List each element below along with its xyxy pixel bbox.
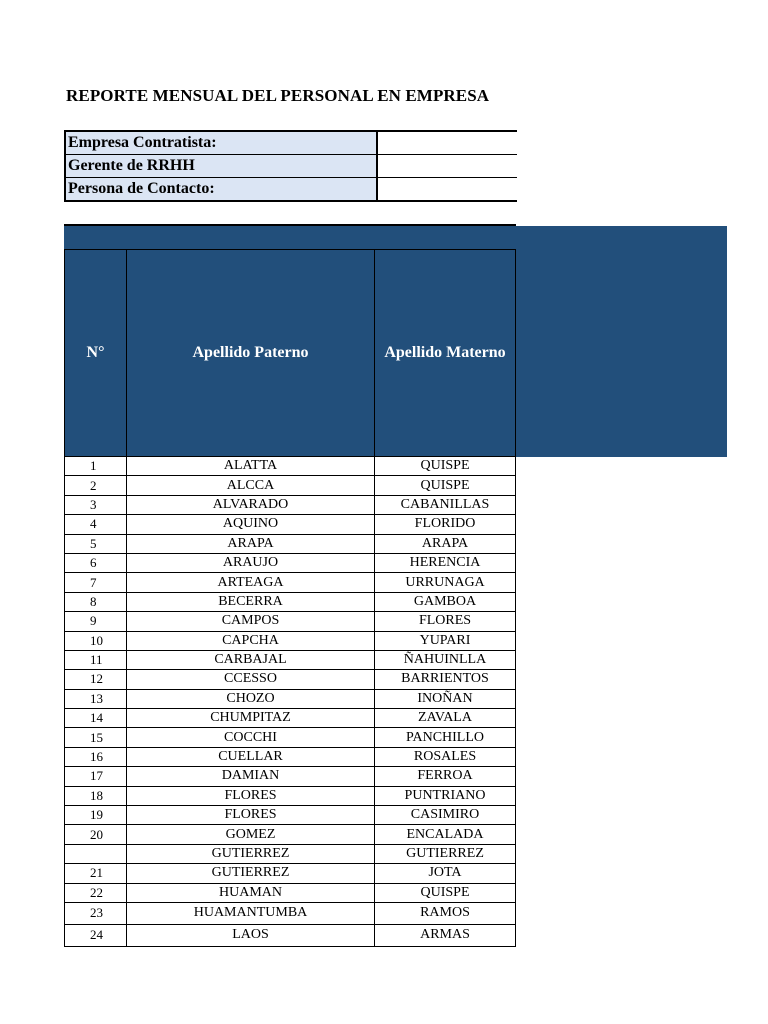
apellido-paterno-cell[interactable]: ALCCA: [127, 476, 375, 495]
row-number-cell[interactable]: [65, 844, 127, 863]
apellido-materno-cell[interactable]: CABANILLAS: [375, 495, 516, 514]
apellido-materno-cell[interactable]: PANCHILLO: [375, 728, 516, 747]
apellido-paterno-cell[interactable]: BECERRA: [127, 592, 375, 611]
row-number-cell[interactable]: 20: [65, 825, 127, 844]
table-row: [65, 631, 516, 650]
report-title: REPORTE MENSUAL DEL PERSONAL EN EMPRESA: [66, 86, 490, 105]
table-row: [65, 709, 516, 728]
apellido-materno-cell[interactable]: JOTA: [375, 864, 516, 883]
table-row: [65, 573, 516, 592]
row-number-cell[interactable]: 12: [65, 670, 127, 689]
table-row: [65, 592, 516, 611]
gerente-label: Gerente de RRHH: [65, 155, 377, 178]
row-number-cell[interactable]: 1: [65, 457, 127, 476]
apellido-paterno-cell[interactable]: GUTIERREZ: [127, 844, 375, 863]
row-number-cell[interactable]: 2: [65, 476, 127, 495]
table-row: [65, 825, 516, 844]
apellido-paterno-cell[interactable]: CHOZO: [127, 689, 375, 708]
row-number-cell[interactable]: 10: [65, 631, 127, 650]
table-row: [65, 476, 516, 495]
apellido-paterno-cell[interactable]: ARTEAGA: [127, 573, 375, 592]
apellido-materno-cell[interactable]: GAMBOA: [375, 592, 516, 611]
personnel-table: [64, 249, 516, 947]
apellido-paterno-cell[interactable]: CCESSO: [127, 670, 375, 689]
table-row: [65, 457, 516, 476]
apellido-paterno-cell[interactable]: FLORES: [127, 806, 375, 825]
empresa-label: Empresa Contratista:: [65, 131, 377, 155]
row-number-cell[interactable]: 21: [65, 864, 127, 883]
row-number-cell[interactable]: 5: [65, 534, 127, 553]
table-row: [65, 864, 516, 883]
table-row: [65, 786, 516, 805]
apellido-paterno-cell[interactable]: DAMIAN: [127, 767, 375, 786]
apellido-paterno-cell[interactable]: AQUINO: [127, 515, 375, 534]
table-row: [65, 767, 516, 786]
apellido-paterno-cell[interactable]: GUTIERREZ: [127, 864, 375, 883]
row-number-cell[interactable]: 16: [65, 747, 127, 766]
table-row: [65, 844, 516, 863]
apellido-materno-cell[interactable]: INOÑAN: [375, 689, 516, 708]
table-row: [65, 747, 516, 766]
contacto-value-cell[interactable]: [377, 178, 517, 202]
table-row: [65, 806, 516, 825]
company-info-table: [64, 130, 517, 202]
row-number-cell[interactable]: 24: [65, 924, 127, 946]
row-number-cell[interactable]: 18: [65, 786, 127, 805]
apellido-materno-cell[interactable]: PUNTRIANO: [375, 786, 516, 805]
table-row: [65, 670, 516, 689]
apellido-materno-cell[interactable]: QUISPE: [375, 457, 516, 476]
apellido-paterno-cell[interactable]: CARBAJAL: [127, 650, 375, 669]
empresa-row: [65, 131, 517, 155]
apellido-materno-cell[interactable]: ROSALES: [375, 747, 516, 766]
apellido-paterno-cell[interactable]: HUAMANTUMBA: [127, 902, 375, 924]
apellido-paterno-cell[interactable]: CAPCHA: [127, 631, 375, 650]
row-number-cell[interactable]: 8: [65, 592, 127, 611]
table-row: [65, 924, 516, 946]
apellido-materno-cell[interactable]: GUTIERREZ: [375, 844, 516, 863]
apellido-materno-cell[interactable]: ARAPA: [375, 534, 516, 553]
table-row: [65, 534, 516, 553]
table-row: [65, 515, 516, 534]
row-number-cell[interactable]: 11: [65, 650, 127, 669]
apellido-materno-cell[interactable]: BARRIENTOS: [375, 670, 516, 689]
row-number-cell[interactable]: 15: [65, 728, 127, 747]
apellido-paterno-cell[interactable]: FLORES: [127, 786, 375, 805]
apellido-materno-cell[interactable]: RAMOS: [375, 902, 516, 924]
apellido-materno-cell[interactable]: FLORIDO: [375, 515, 516, 534]
row-number-cell[interactable]: 3: [65, 495, 127, 514]
table-row: [65, 883, 516, 902]
table-row: [65, 689, 516, 708]
row-number-cell[interactable]: 23: [65, 902, 127, 924]
contacto-row: [65, 178, 517, 202]
apellido-paterno-cell[interactable]: ALVARADO: [127, 495, 375, 514]
apellido-paterno-cell[interactable]: GOMEZ: [127, 825, 375, 844]
apellido-paterno-cell[interactable]: COCCHI: [127, 728, 375, 747]
header-row: [65, 250, 516, 457]
apellido-materno-cell[interactable]: HERENCIA: [375, 553, 516, 572]
apellido-materno-cell[interactable]: ENCALADA: [375, 825, 516, 844]
apellido-materno-cell[interactable]: ARMAS: [375, 924, 516, 946]
row-number-cell[interactable]: 19: [65, 806, 127, 825]
apellido-materno-cell[interactable]: QUISPE: [375, 883, 516, 902]
apellido-materno-cell[interactable]: URRUNAGA: [375, 573, 516, 592]
gerente-value-cell[interactable]: [377, 155, 517, 178]
row-number-cell[interactable]: 9: [65, 612, 127, 631]
apellido-paterno-cell[interactable]: ARAUJO: [127, 553, 375, 572]
apellido-paterno-cell[interactable]: ALATTA: [127, 457, 375, 476]
table-row: [65, 728, 516, 747]
row-number-cell[interactable]: 4: [65, 515, 127, 534]
apellido-materno-cell[interactable]: ZAVALA: [375, 709, 516, 728]
apellido-materno-cell[interactable]: QUISPE: [375, 476, 516, 495]
column-header-apellido-materno: Apellido Materno: [375, 250, 516, 457]
apellido-materno-cell[interactable]: CASIMIRO: [375, 806, 516, 825]
apellido-materno-cell[interactable]: YUPARI: [375, 631, 516, 650]
apellido-materno-cell[interactable]: FERROA: [375, 767, 516, 786]
header-extension-block: [516, 226, 727, 457]
row-number-cell[interactable]: 6: [65, 553, 127, 572]
row-number-cell[interactable]: 13: [65, 689, 127, 708]
table-row: [65, 902, 516, 924]
apellido-paterno-cell[interactable]: LAOS: [127, 924, 375, 946]
apellido-paterno-cell[interactable]: CHUMPITAZ: [127, 709, 375, 728]
apellido-paterno-cell[interactable]: HUAMAN: [127, 883, 375, 902]
apellido-paterno-cell[interactable]: CAMPOS: [127, 612, 375, 631]
apellido-materno-cell[interactable]: ÑAHUINLLA: [375, 650, 516, 669]
apellido-materno-cell[interactable]: FLORES: [375, 612, 516, 631]
row-number-cell[interactable]: 14: [65, 709, 127, 728]
empresa-value-cell[interactable]: [377, 131, 517, 155]
gerente-row: [65, 155, 517, 178]
row-number-cell[interactable]: 17: [65, 767, 127, 786]
column-header-apellido-paterno: Apellido Paterno: [127, 250, 375, 457]
table-row: [65, 553, 516, 572]
table-row: [65, 495, 516, 514]
header-band: [64, 224, 516, 249]
apellido-paterno-cell[interactable]: CUELLAR: [127, 747, 375, 766]
contacto-label: Persona de Contacto:: [65, 178, 377, 202]
column-header-number: N°: [65, 250, 127, 457]
row-number-cell[interactable]: 22: [65, 883, 127, 902]
apellido-paterno-cell[interactable]: ARAPA: [127, 534, 375, 553]
table-row: [65, 612, 516, 631]
row-number-cell[interactable]: 7: [65, 573, 127, 592]
table-row: [65, 650, 516, 669]
